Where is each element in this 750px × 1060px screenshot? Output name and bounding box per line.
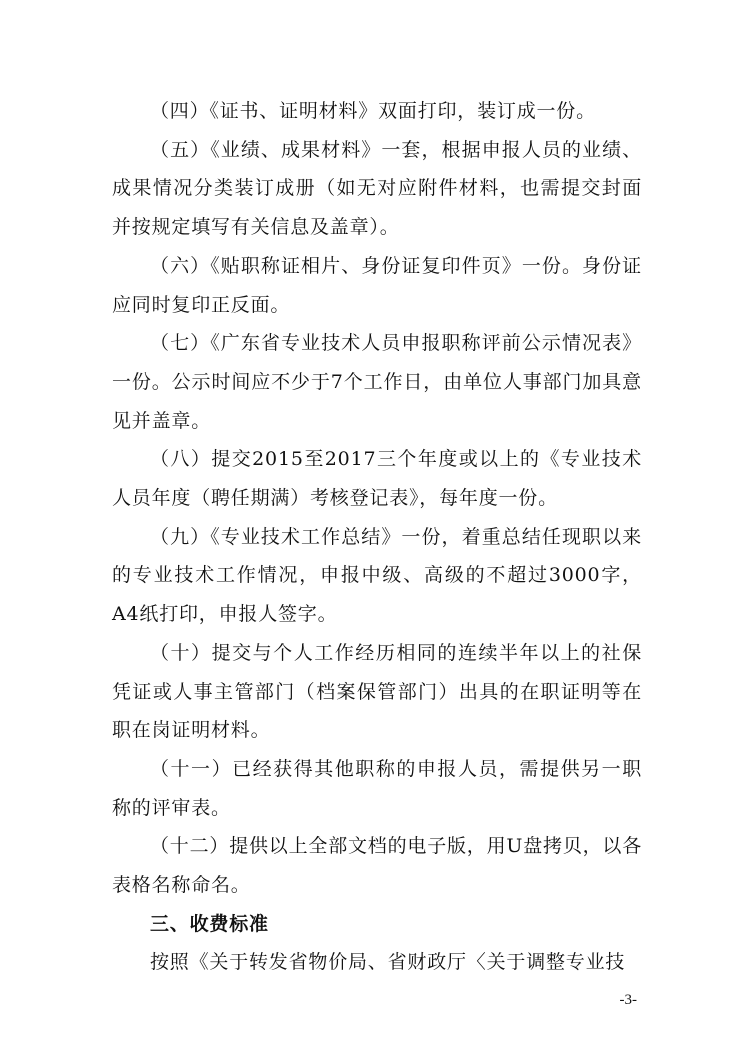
paragraph-item-5: （五）《业绩、成果材料》一套，根据申报人员的业绩、成果情况分类装订成册（如无对应附件材料，也需提交封面并按规定填写有关信息及盖章）。 [112, 138, 642, 239]
paragraph-item-9: （九）《专业技术工作总结》一份，着重总结任现职以来的专业技术工作情况，申报中级、高级的不超过3000字，A4纸打印，申报人签字。 [112, 525, 642, 626]
paragraph-item-4: （四）《证书、证明材料》双面打印，装订成一份。 [150, 100, 596, 122]
final-paragraph: 按照《关于转发省物价局、省财政厅〈关于调整专业技 [150, 951, 626, 974]
paragraph-item-7: （七）《广东省专业技术人员申报职称评前公示情况表》一份。公示时间应不少于7个工作日，由单位人事部门加具意见并盖章。 [112, 332, 642, 432]
paragraph-item-12: （十二）提供以上全部文档的电子版，用U盘拷贝，以各表格名称命名。 [112, 835, 643, 897]
document-body [112, 92, 642, 982]
section-heading: 三、收费标准 [150, 912, 269, 935]
paragraph-item-6: （六）《贴职称证相片、身份证复印件页》一份。身份证应同时复印正反面。 [112, 254, 642, 316]
paragraph-item-10: （十）提交与个人工作经历相同的连续半年以上的社保凭证或人事主管部门（档案保管部门）出具的在职证明等在职在岗证明材料。 [112, 641, 642, 742]
paragraph-item-8: （八）提交2015至2017三个年度或以上的《专业技术人员年度（聘任期满）考核登记表》，每年度一份。 [112, 448, 642, 510]
paragraph-item-11: （十一）已经获得其他职称的申报人员，需提供另一职称的评审表。 [112, 757, 642, 819]
page-number: -3- [619, 992, 637, 1008]
